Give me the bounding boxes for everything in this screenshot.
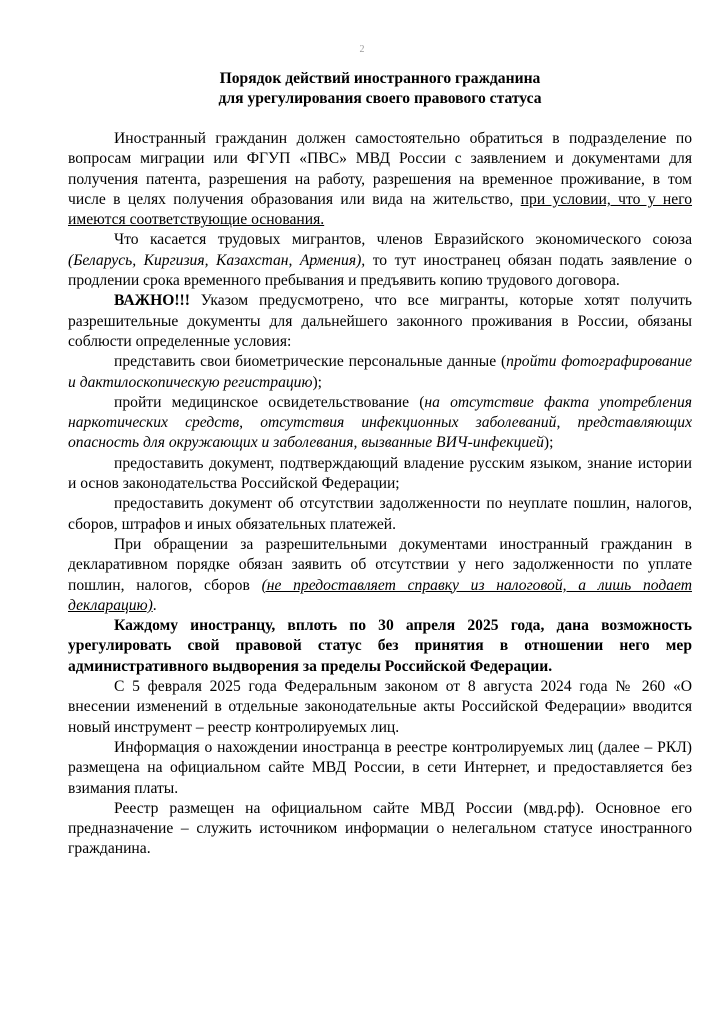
- biometrics-text: представить свои биометрические персональные данные (: [114, 353, 507, 371]
- condition-underlined: при условии, что у него имеются соответствующие основания.: [68, 190, 693, 229]
- paragraph-application-text: Иностранный гражданин должен самостоятельно обратиться в подразделение по вопросам миграции или ФГУП «ПВС» МВД России с заявлением и документами для получения патента, разрешения на работу, разрешения на временное проживание, в том числе в целях получения образования или вида на жительство,: [68, 130, 692, 208]
- title-line-2: для урегулирования своего правового статуса: [218, 90, 542, 107]
- declaration-note: (не предоставляет справку из налоговой, а лишь подает декларацию): [68, 576, 692, 614]
- paragraph-registry-law: С 5 февраля 2025 года Федеральным законом от 8 августа 2024 года № 260 «О внесении изменений в отдельные законодательные акты Российской Федерации» вводится новый инструмент – реестр контролируемых лиц.: [68, 678, 692, 736]
- paragraph-deadline: Каждому иностранцу, вплоть по 30 апреля 2025 года, дана возможность урегулировать свой правовой статус без принятия в отношении него мер административного выдворения за пределы Российской Федерации.: [68, 617, 692, 675]
- labor-migrants-text: Что касается трудовых мигрантов, членов Евразийского экономического союза: [114, 231, 692, 249]
- condition-language: предоставить документ, подтверждающий владение русским языком, знание истории и основ законодательства Российской Федерации;: [68, 454, 692, 493]
- document-body: [68, 129, 692, 860]
- condition-no-debt: предоставить документ об отсутствии задолженности по неуплате пошлин, налогов, сборов, штрафов и иных обязательных платежей.: [68, 495, 692, 533]
- important-text: Указом предусмотрено, что все мигранты, которые хотят получить разрешительные документы для дальнейшего законного проживания в России, обязаны соблюсти определенные условия:: [68, 292, 692, 350]
- medical-text: пройти медицинское освидетельствование (: [114, 393, 425, 411]
- declaration-end: .: [152, 596, 157, 614]
- important-label: ВАЖНО!!!: [114, 292, 190, 310]
- medical-end: );: [543, 434, 554, 452]
- paragraph-important: [68, 291, 692, 352]
- declaration-text: При обращении за разрешительными документами иностранный гражданин в декларативном порядке обязан заявить об отсутствии у него задолженности по уплате пошлин, налогов, сборов: [68, 535, 692, 594]
- document-title: [68, 69, 692, 109]
- paragraph-application: [68, 129, 692, 230]
- paragraph-declaration: [68, 535, 692, 616]
- condition-biometrics: [68, 352, 692, 393]
- paragraph-labor-migrants: [68, 230, 692, 291]
- medical-detail: на отсутствие факта употребления наркотических средств, отсутствия инфекционных заболеваний, представляющих опасность для окружающих и заболевания, вызванные ВИЧ-инфекцией: [68, 393, 693, 452]
- biometrics-detail: пройти фотографирование и дактилоскопическую регистрацию: [68, 353, 692, 391]
- condition-medical: [68, 393, 692, 454]
- eaeu-countries: (Беларусь, Киргизия, Казахстан, Армения),: [68, 251, 366, 269]
- biometrics-end: );: [312, 373, 323, 391]
- title-line-1: Порядок действий иностранного гражданина: [219, 70, 541, 87]
- paragraph-rkl-info: Информация о нахождении иностранца в реестре контролируемых лиц (далее – РКЛ) размещена на официальном сайте МВД России, в сети Интернет, и предоставляется без взимания платы.: [68, 738, 692, 797]
- paragraph-registry-purpose: Реестр размещен на официальном сайте МВД России (мвд.рф). Основное его предназначение – служить источником информации о нелегальном статусе иностранного гражданина.: [68, 799, 692, 858]
- page-number: 2: [359, 44, 365, 55]
- labor-migrants-continuation: то тут иностранец обязан подать заявление о продлении срока временного пребывания и предъявить копию трудового договора.: [68, 251, 692, 290]
